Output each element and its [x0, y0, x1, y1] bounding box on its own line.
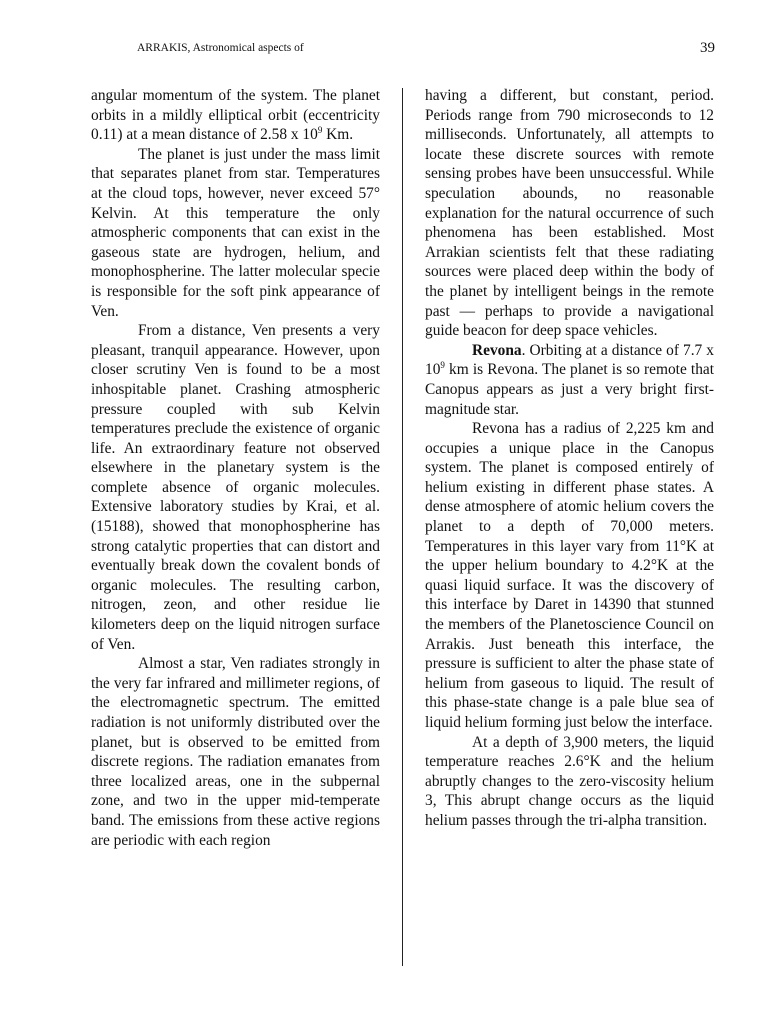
page-header	[137, 40, 715, 60]
running-head: ARRAKIS, Astronomical aspects of	[137, 42, 304, 54]
paragraph: having a different, but constant, period. Periods range from 790 microseconds to 12 milliseconds. Unfortunately, all attempts to locate these discrete sources with remote sensing probes have been unsuccessful. While speculation abounds, no reasonable explanation for the natural occurrence of such phenomena has been established. Most Arrakian scientists felt that these radiating sources were placed deep within the body of the planet by intelligent beings in the remote past — perhaps to provide a navigational guide beacon for deep space vehicles.	[425, 87, 714, 340]
column-divider	[402, 88, 403, 966]
paragraph: angular momentum of the system. The planet orbits in a mildly elliptical orbit (eccentricity 0.11) at a mean distance of 2.58 x $10^9$ Km.	[91, 87, 380, 144]
paragraph: Revona has a radius of 2,225 km and occupies a unique place in the Canopus system. The planet is composed entirely of helium existing in different phase states. A dense atmosphere of atomic helium covers the planet to a depth of 70,000 meters. Temperatures in this layer vary from 11°K at the upper helium boundary to 4.2°K at the quasi liquid surface. It was the discovery of this interface by Daret in 14390 that stunned the members of the Planetoscience Council on Arrakis. Just beneath this interface, the pressure is sufficient to alter the phase state of helium from gaseous to liquid. The result of this phase-state change is a pale blue sea of liquid helium forming just below the interface.	[425, 420, 714, 731]
paragraph: Revona. Orbiting at a distance of 7.7 x $10^9$ km is Revona. The planet is so remote that Canopus appears as just a very bright first-magnitude star.	[425, 341, 714, 418]
paragraph: At a depth of 3,900 meters, the liquid temperature reaches 2.6°K and the helium abruptly changes to the zero-viscosity helium 3, This abrupt change occurs as the liquid helium passes through the tri-alpha transition.	[425, 733, 714, 829]
left-column	[91, 86, 380, 850]
right-column	[425, 86, 714, 831]
page-number: 39	[700, 40, 715, 56]
section-heading: Revona	[472, 341, 522, 359]
paragraph: From a distance, Ven presents a very pleasant, tranquil appearance. However, upon closer scrutiny Ven is found to be a most inhospitable planet. Crashing atmospheric pressure coupled with sub Kelvin temperatures preclude the existence of organic life. An extraordinary feature not observed elsewhere in the planetary system is the complete absence of organic molecules. Extensive laboratory studies by Krai, et al. (15188), showed that monophospherine has strong catalytic properties that can distort and eventually break down the covalent bonds of organic molecules. The resulting carbon, nitrogen, zeon, and other residue lie kilometers deep on the liquid nitrogen surface of Ven.	[91, 322, 380, 653]
paragraph: The planet is just under the mass limit that separates planet from star. Temperatures at the cloud tops, however, never exceed 57° Kelvin. At this temperature the only atmospheric components that can exist in the gaseous state are hydrogen, helium, and monophospherine. The latter molecular specie is responsible for the soft pink appearance of Ven.	[91, 145, 380, 320]
paragraph: Almost a star, Ven radiates strongly in the very far infrared and millimeter regions, of the electromagnetic spectrum. The emitted radiation is not uniformly distributed over the planet, but is observed to be emitted from discrete regions. The radiation emanates from three localized areas, one in the subpernal zone, and two in the upper mid-temperate band. The emissions from these active regions are periodic with each region	[91, 655, 380, 849]
